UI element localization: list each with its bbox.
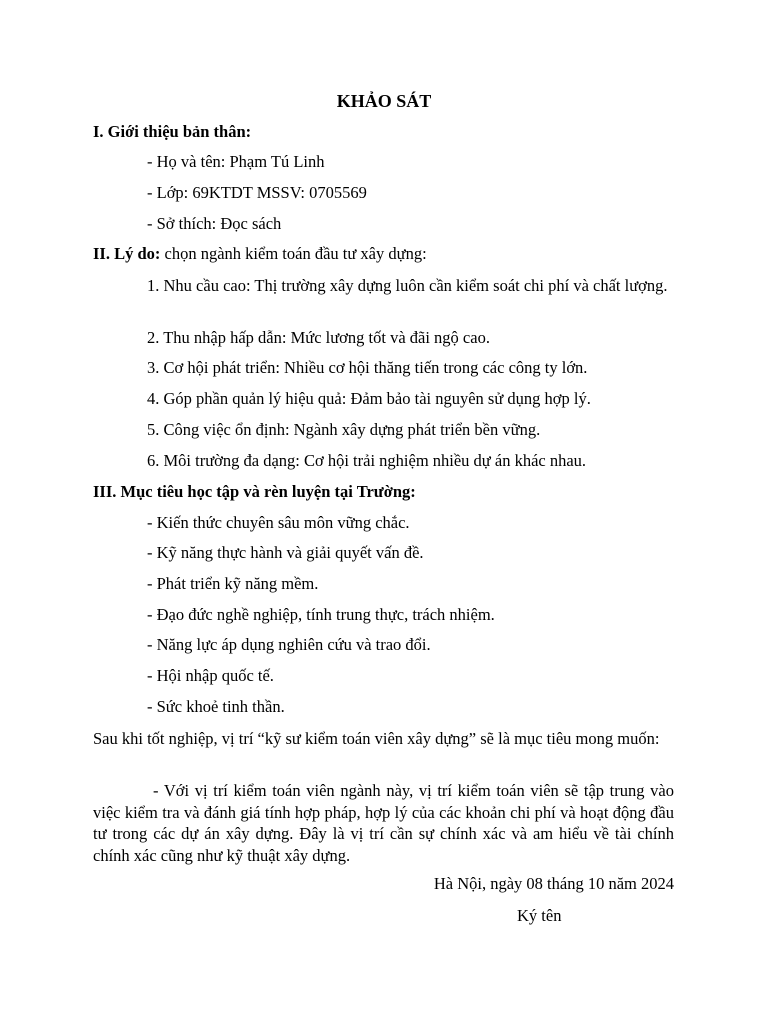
section-1-heading: I. Giới thiệu bản thân: <box>93 122 252 141</box>
section-2-item-4: 4. Góp phần quản lý hiệu quả: Đảm bảo tài nguyên sử dụng hợp lý. <box>147 389 591 408</box>
section-3-item: - Kỹ năng thực hành và giải quyết vấn đề. <box>147 543 424 562</box>
section-3-heading: III. Mục tiêu học tập và rèn luyện tại Trường: <box>93 482 416 501</box>
section-3-item: - Kiến thức chuyên sâu môn vững chắc. <box>147 513 410 532</box>
section-1-item-class: - Lớp: 69KTDT MSSV: 0705569 <box>147 183 367 202</box>
closing-intro: Sau khi tốt nghiệp, vị trí “kỹ sư kiểm toán viên xây dựng” sẽ là mục tiêu mong muốn: <box>93 729 660 748</box>
section-2-item-2: 2. Thu nhập hấp dẫn: Mức lương tốt và đãi ngộ cao. <box>147 328 490 347</box>
signature-label: Ký tên <box>517 906 562 925</box>
section-2-item-5: 5. Công việc ổn định: Ngành xây dựng phát triển bền vững. <box>147 420 541 439</box>
section-2-heading-text: chọn ngành kiểm toán đầu tư xây dựng: <box>160 244 427 263</box>
section-1-item-name: - Họ và tên: Phạm Tú Linh <box>147 152 325 171</box>
section-2-heading-label: II. Lý do: <box>93 244 161 263</box>
section-3-item: - Hội nhập quốc tế. <box>147 666 274 685</box>
place-date: Hà Nội, ngày 08 tháng 10 năm 2024 <box>433 874 674 893</box>
section-2-item-3: 3. Cơ hội phát triển: Nhiều cơ hội thăng tiến trong các công ty lớn. <box>147 358 588 377</box>
closing-detail: - Với vị trí kiểm toán viên ngành này, vị trí kiểm toán viên sẽ tập trung vào việc kiểm tra và đánh giá tính hợp pháp, hợp lý của các khoản chi phí và hoạt động đầu tư trong các dự án xây dựng. Đây là vị trí cần sự chính xác và am hiểu về tài chính chính xác cũng như kỹ thuật xây dựng. <box>93 781 674 865</box>
section-3-item: - Phát triển kỹ năng mềm. <box>147 574 319 593</box>
section-3-item: - Sức khoẻ tinh thần. <box>147 697 285 716</box>
section-2-item-1: 1. Nhu cầu cao: Thị trường xây dựng luôn cần kiểm soát chi phí và chất lượng. <box>147 276 668 295</box>
section-1-item-hobby: - Sở thích: Đọc sách <box>147 214 282 233</box>
section-3-item: - Năng lực áp dụng nghiên cứu và trao đổi. <box>147 635 431 654</box>
section-2-item-6: 6. Môi trường đa dạng: Cơ hội trải nghiệm nhiều dự án khác nhau. <box>147 451 587 470</box>
document-title: KHẢO SÁT <box>336 91 432 111</box>
section-2-heading <box>93 243 427 265</box>
section-3-item: - Đạo đức nghề nghiệp, tính trung thực, trách nhiệm. <box>147 605 495 624</box>
